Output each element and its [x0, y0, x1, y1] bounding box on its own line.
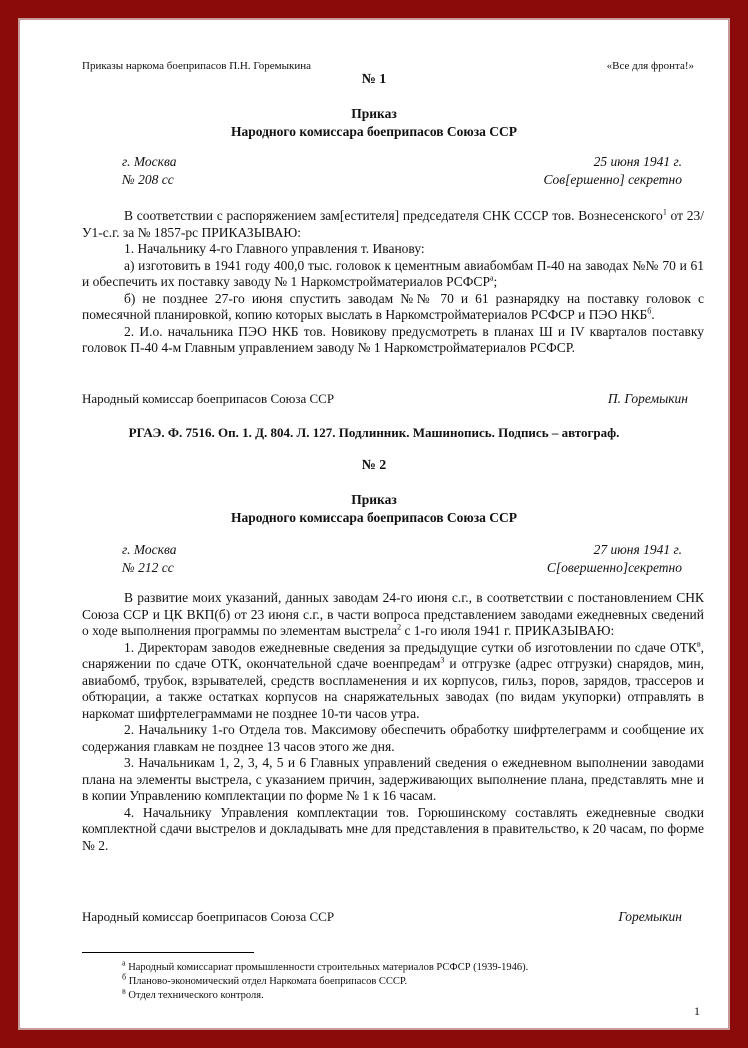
doc1-paragraph: б) не позднее 27-го июня спустить заводам №№ 70 и 61 разнарядку на поставку головок с помесячной планировкой, копию которых выслать в Наркомстройматериалов РСФСР и ПЭО $НКБ^б$.: [82, 290, 704, 322]
doc1-city: г. Москва: [122, 154, 177, 169]
doc2-subtitle: Народного комиссара боеприпасов Союза ССР: [230, 510, 518, 525]
page-frame: [18, 18, 730, 1030]
doc2-paragraph: 1. Директорам заводов ежедневные сведения за предыдущие сутки об изготовлении по сдаче $ОТК^в$, снаряжении по сдаче ОТК, окончательной сдаче военпредам$^3$ и отгрузке (адрес отгрузки) снарядов, мин, авиабомб, трубок, взрывателей, средств воспламенения и их корпусов, гильз, поров, зарядов, трассеров и обтюрации, а также остатках корпусов на снаряжательных заводах (по видам укупорки) отправлять в наркомат шифртелеграммами не позднее 10-ти часов утра.: [82, 639, 705, 721]
doc1-signature-name: П. Горемыкин: [607, 391, 688, 406]
doc2-body: [82, 590, 704, 854]
doc2-signature-title: Народный комиссар боеприпасов Союза ССР: [82, 909, 335, 924]
doc2-title: Приказ: [351, 492, 397, 507]
doc1-paragraph: В соответствии с распоряжением зам[естителя] председателя СНК СССР тов. Вознесенского$^1$ от 23/У1-с.г. за № 1857-рс ПРИКАЗЫВАЮ:: [82, 207, 704, 240]
doc1-signature-title: Народный комиссар боеприпасов Союза ССР: [82, 391, 335, 406]
footnote: $^б$ Планово-экономический отдел Наркомата боеприпасов СССР.: [122, 972, 408, 987]
page-number: 1: [694, 1004, 700, 1018]
doc1-date: 25 июня 1941 г.: [593, 154, 682, 169]
footnote-divider: [82, 952, 254, 953]
doc1-paragraph: а) изготовить в 1941 году 400,0 тыс. головок к цементным авиабомбам П-40 на заводах №№ 70 и 61 и обеспечить их поставку заводу № 1 Наркомстройматериалов $РСФСР^а$;: [82, 257, 704, 289]
doc1-secrecy: Сов[ершенно] секретно: [543, 172, 682, 187]
doc1-paragraph: 1. Начальнику 4-го Главного управления т. Иванову:: [124, 241, 425, 256]
doc2-paragraph: 2. Начальнику 1-го Отдела тов. Максимову обеспечить обработку шифртелеграмм и сообщение их содержания главкам не позднее 13 часов этого же дня.: [82, 722, 704, 754]
doc1-number: № 1: [361, 72, 387, 87]
doc1-subtitle: Народного комиссара боеприпасов Союза ССР: [230, 124, 518, 139]
doc2-signature-name: Горемыкин: [618, 909, 682, 924]
doc1-reg-number: № 208 сс: [122, 172, 174, 187]
doc2-secrecy: С[овершенно]секретно: [546, 560, 682, 575]
footnote: $^а$ Народный комиссариат промышленности строительных материалов РСФСР (1939-1946).: [122, 958, 529, 973]
doc1-title: Приказ: [351, 106, 397, 121]
running-header-left: Приказы наркома боеприпасов П.Н. Горемыкина: [82, 60, 311, 72]
doc2-reg-number: № 212 сс: [122, 560, 174, 575]
document-page: [20, 20, 728, 1028]
running-header-right: «Все для фронта!»: [606, 60, 694, 72]
doc1-archive-reference: РГАЭ. Ф. 7516. Оп. 1. Д. 804. Л. 127. Подлинник. Машинопись. Подпись – автограф.: [128, 425, 620, 440]
doc2-date: 27 июня 1941 г.: [593, 542, 682, 557]
doc2-paragraph: 4. Начальнику Управления комплектации тов. Горюшинскому составлять ежедневные сводки комплектной сдачи выстрелов и докладывать мне для представления в правительство, к 20 часам, по форме № 2.: [82, 804, 704, 853]
doc2-paragraph: 3. Начальникам 1, 2, 3, 4, 5 и 6 Главных управлений сведения о ежедневном выполнении заводами плана на элементы выстрела, с указанием причин, задерживающих выполнение плана, представлять мне и в копии Управлению комплектации по форме № 1 к 16 часам.: [82, 755, 704, 803]
doc2-number: № 2: [361, 458, 387, 473]
doc1-paragraph: 2. И.о. начальника ПЭО НКБ тов. Новикову предусмотреть в планах Ш и IV кварталов поставку головок П-40 4-м Главным управлением заводу № 1 Наркомстройматериалов РСФСР.: [82, 323, 704, 355]
doc2-paragraph: В развитие моих указаний, данных заводам 24-го июня с.г., в соответствии с постановлением СНК Союза ССР и ЦК ВКП(б) от 23 июня с.г., в части вопроса представлением заводами ежедневных сведений о ходе выполнения программы по элементам выстрела$^2$ с 1-го июля 1941 г. ПРИКАЗЫВАЮ:: [82, 590, 704, 638]
doc1-body: [82, 208, 704, 357]
footnote: $^в$ Отдел технического контроля.: [122, 986, 264, 1001]
doc2-city: г. Москва: [122, 542, 177, 557]
